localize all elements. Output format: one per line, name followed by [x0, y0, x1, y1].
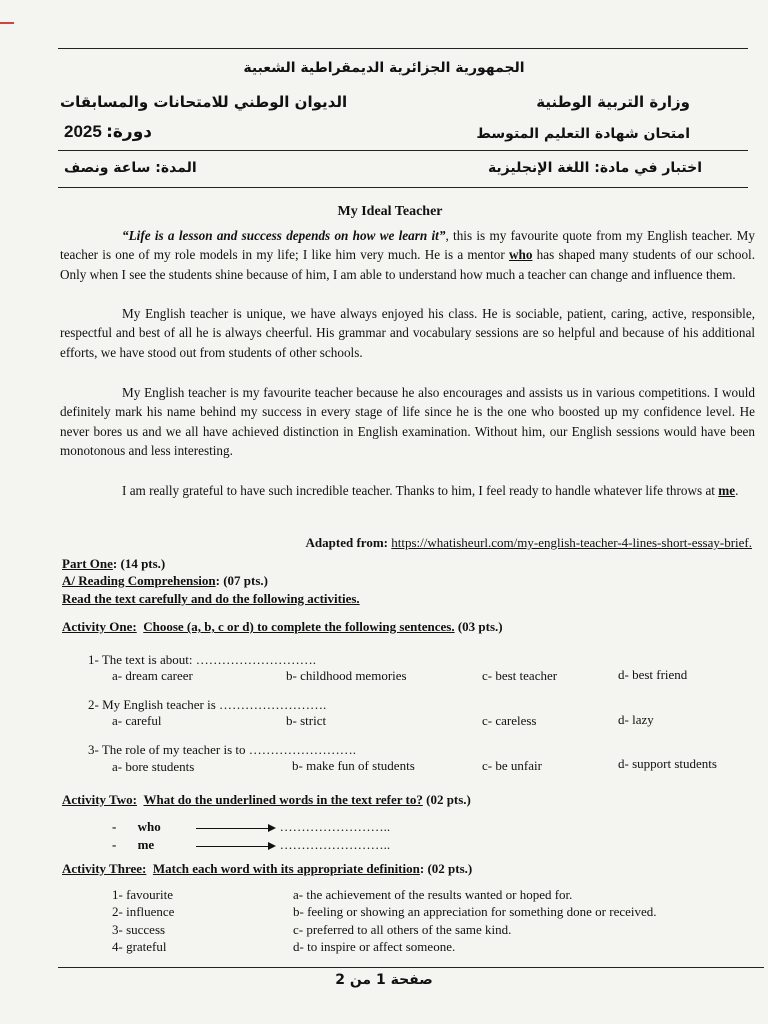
a1-q1-stem: 1- The text is about: ………………………. — [88, 652, 316, 667]
activity-three-prompt: Match each word with its appropriate definition — [152, 861, 420, 876]
a2-dash: - — [112, 837, 117, 852]
footer-rule — [58, 967, 764, 968]
part-one-label: Part One — [62, 556, 113, 571]
activity-two-prompt: What do the underlined words in the text refer to? — [143, 792, 423, 807]
a2-blank[interactable]: …………………….. — [279, 819, 391, 834]
paragraph-3: My English teacher is my favourite teacher because he also encourages and assists us in various competitions. I would definitely mark his name behind my success in every stage of life since he is the one who boosted up my confidence level. He never bores us and we all have achieved distinction in English examination. Without him, our English sessions would have been monotonous and less interesting. — [60, 385, 755, 459]
a3-definition-c: c- preferred to all others of the same kind. — [293, 922, 512, 937]
activity-one-points: (03 pts.) — [454, 619, 503, 634]
subject: اختبار في مادة: اللغة الإنجليزية — [487, 160, 702, 176]
activity-one-prompt: Choose (a, b, c or d) to complete the following sentences. — [143, 619, 455, 634]
a1-q1-option-a[interactable]: a- dream career — [112, 668, 193, 683]
underlined-me: me — [718, 483, 736, 498]
header-rule-1 — [58, 150, 748, 151]
a3-word-1: 1- favourite — [112, 887, 174, 902]
activity-three-points: : (02 pts.) — [419, 861, 473, 876]
source-line — [306, 535, 752, 551]
paragraph-1 — [60, 226, 755, 284]
a3-definition-a: a- the achievement of the results wanted or hoped for. — [293, 887, 573, 902]
p1-part-b: has shaped many students of our school. Only when I see the students shine because of him, I am able to understand how much a teacher can change and influence them. — [60, 247, 756, 282]
text-title: My Ideal Teacher — [337, 204, 443, 219]
activity-three-heading — [62, 861, 472, 877]
a1-q3-option-b[interactable]: b- make fun of students — [292, 758, 415, 773]
paragraph-4 — [60, 481, 755, 500]
activity-two-points: (02 pts.) — [422, 792, 471, 807]
reading-label: A/ Reading Comprehension — [62, 573, 216, 588]
ministry: وزارة التربية الوطنية — [536, 93, 690, 111]
activity-one-heading — [62, 619, 503, 635]
a1-q1-option-b[interactable]: b- childhood memories — [286, 668, 407, 683]
exam-name: امتحان شهادة التعليم المتوسط — [476, 126, 690, 142]
a1-q3-stem: 3- The role of my teacher is to ……………………. — [88, 742, 357, 757]
reading-instruction: Read the text carefully and do the following activities. — [62, 591, 360, 606]
activity-two-heading — [62, 792, 471, 808]
quote: “Life is a lesson and success depends on how we learn it” — [122, 228, 446, 243]
activity-one-label: Activity One: — [62, 619, 137, 634]
p1-part-a: , this is my favourite quote from my English teacher. My teacher is one of my role models in my life; I like him very much. He is a mentor — [60, 228, 755, 263]
republic-title: الجمهورية الجزائرية الديمقراطية الشعبية — [243, 60, 525, 76]
a1-q2-option-c[interactable]: c- careless — [482, 713, 537, 728]
session-label: دورة: — [106, 122, 152, 142]
underlined-who: who — [508, 247, 533, 263]
a1-q2-option-b[interactable]: b- strict — [286, 713, 327, 728]
a1-q3-option-a[interactable]: a- bore students — [112, 759, 195, 774]
activity-two-label: Activity Two: — [62, 792, 137, 807]
a2-item-who — [112, 819, 390, 835]
source-label: Adapted from: — [305, 535, 392, 550]
source-link[interactable]: https://whatisheurl.com/my-english-teacher-4-lines-short-essay-brief. — [391, 535, 752, 550]
part-one-heading — [62, 556, 165, 572]
a3-word-4: 4- grateful — [112, 939, 167, 954]
a1-q1-option-c[interactable]: c- best teacher — [482, 668, 558, 683]
a1-q3-option-d[interactable]: d- support students — [618, 756, 717, 771]
a1-q2-stem: 2- My English teacher is ……………………. — [88, 697, 327, 712]
part-one-points: : (14 pts.) — [112, 556, 166, 571]
a3-word-3: 3- success — [112, 922, 166, 937]
a2-item-me — [112, 837, 390, 853]
reading-heading — [62, 573, 268, 589]
top-rule — [58, 48, 748, 49]
a3-word-2: 2- influence — [112, 904, 175, 919]
header-rule-2 — [58, 187, 748, 188]
arrow-icon — [196, 828, 274, 829]
a1-q2-option-a[interactable]: a- careful — [112, 713, 162, 728]
p4-part-b: . — [735, 483, 739, 498]
a2-word: who — [137, 819, 161, 834]
a2-dash: - — [112, 819, 117, 834]
edge-mark — [0, 22, 14, 24]
session-year: 2025 — [64, 122, 102, 141]
activity-three-label: Activity Three: — [62, 861, 147, 876]
session — [64, 122, 152, 142]
a1-q3-option-c[interactable]: c- be unfair — [482, 758, 542, 773]
p4-part-a: I am really grateful to have such incredible teacher. Thanks to him, I feel ready to handle whatever life throws at — [122, 483, 719, 498]
a2-blank[interactable]: …………………….. — [279, 837, 391, 852]
page-number: صفحة 1 من 2 — [335, 972, 433, 988]
a3-definition-b: b- feeling or showing an appreciation for something done or received. — [293, 904, 657, 919]
a1-q1-option-d[interactable]: d- best friend — [618, 667, 688, 682]
a1-q2-option-d[interactable]: d- lazy — [618, 712, 654, 727]
exam-office: الديوان الوطني للامتحانات والمسابقات — [60, 93, 348, 111]
duration: المدة: ساعة ونصف — [64, 160, 197, 176]
arrow-icon — [196, 846, 274, 847]
a3-definition-d: d- to inspire or affect someone. — [293, 939, 456, 954]
a2-word: me — [137, 837, 155, 852]
paragraph-2: My English teacher is unique, we have always enjoyed his class. He is sociable, patient, caring, active, responsible, respectful and best of all he is always cheerful. His grammar and vocabulary sessions are so helpful and because of his additional efforts, we have stood out from students of other schools. — [60, 306, 755, 360]
reading-points: : (07 pts.) — [215, 573, 268, 588]
